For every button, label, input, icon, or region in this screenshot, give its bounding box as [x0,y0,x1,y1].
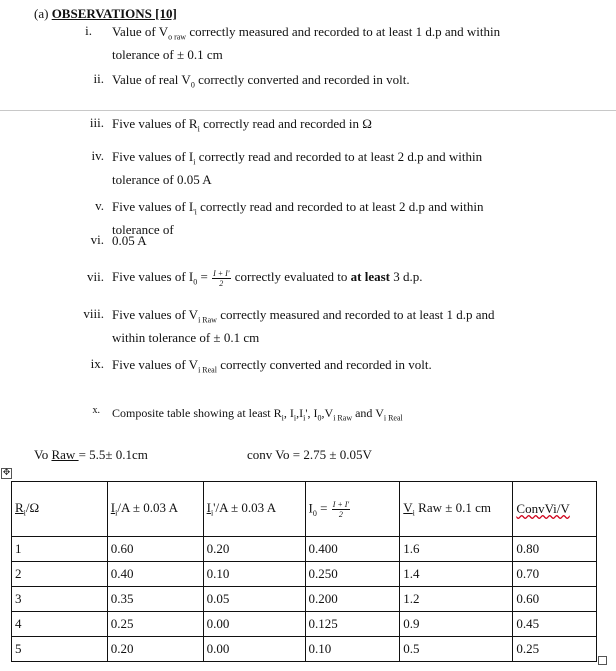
cell-io: 0.10 [305,637,400,662]
vo-raw-line: Vo Raw = 5.5± 0.1cm [34,447,148,462]
item-text: Five values of $V_{i Raw}$ correctly measured and recorded to at least 1 d.p and within tolerance of ± 0.1 cm [112,307,495,345]
item-number: vi. [90,232,104,247]
cell-ri: 2 [12,562,108,587]
cell-io: 0.400 [305,537,400,562]
conv-vo-line: conv Vo = 2.75 ± 0.05V [247,447,372,462]
header-vi: $V_i$ Raw ± 0.1 cm [400,482,513,537]
item-number: x. [92,405,100,416]
item-text: Five values of $I_i$ correctly read and recorded to at least 2 d.p and within tolerance of 0.05 A [112,149,483,187]
table-move-handle-icon[interactable]: ✥ [2,468,11,478]
cell-ri: 5 [12,637,108,662]
item-number: iii. [89,115,104,130]
table-row [12,537,597,562]
table-resize-handle[interactable] [598,656,607,665]
cell-vi: 1.6 [400,537,513,562]
cell-ri: 4 [12,612,108,637]
header-ii: $I_i/A \pm 0.03$ A [107,482,203,537]
cell-iip: 0.00 [203,612,305,637]
item-text: Five values of $V_{i Real}$ correctly converted and recorded in volt. [112,357,432,375]
cell-iip: 0.05 [203,587,305,612]
cell-ii: 0.20 [107,637,203,662]
cell-conv: 0.45 [513,612,597,637]
item-number: viii. [83,306,104,321]
section-label: (a) [34,6,49,21]
item-text: Value of $V_{o raw}$ correctly measured and recorded to at least 1 d.p and within tolerance of ± 0.1 cm [112,24,501,62]
cell-vi: 1.2 [400,587,513,612]
section-title: OBSERVATIONS [10] [51,6,177,21]
item-number: ix. [90,356,104,371]
section-heading [34,6,177,22]
table-row [12,562,597,587]
page-break-line [0,110,616,111]
item-text: Composite table showing at least $R_i$, $I_i,I_i'$, $I_0,V_{i Raw}$ and $V_{i Real}$ [112,406,403,423]
cell-vi: 0.5 [400,637,513,662]
cell-conv: 0.60 [513,587,597,612]
header-io: $I_0$ = $\frac{I + I'}{2}$ [305,482,400,537]
cell-ii: 0.40 [107,562,203,587]
fraction: $\frac{I + I'}{2}$ [213,268,230,288]
table-row [12,612,597,637]
cell-ri: 3 [12,587,108,612]
table-header-row [12,482,597,537]
item-number: i. [85,23,92,38]
item-number: iv. [91,148,104,163]
cell-conv: 0.70 [513,562,597,587]
cell-ii: 0.25 [107,612,203,637]
cell-iip: 0.00 [203,637,305,662]
header-conv: ConvVi/V [513,482,597,537]
cell-iip: 0.10 [203,562,305,587]
observation-table [11,481,597,662]
table-row [12,637,597,662]
cell-conv: 0.25 [513,637,597,662]
item-text: Five values of $I_0$ = $\frac{I + I'}{2}$ correctly evaluated to at least 3 d.p. [112,268,423,288]
cell-conv: 0.80 [513,537,597,562]
cell-io: 0.250 [305,562,400,587]
cell-vi: 0.9 [400,612,513,637]
item-text: Five values of $I_{'i}$ correctly read and recorded to at least 2 d.p and within tolerance of [112,199,484,237]
fraction: $\frac{I + I'}{2}$ [332,499,350,519]
item-number: vii. [87,269,104,284]
item-number: ii. [93,71,104,86]
cell-ii: 0.35 [107,587,203,612]
cell-io: 0.125 [305,612,400,637]
cell-ii: 0.60 [107,537,203,562]
cell-ri: 1 [12,537,108,562]
item-text: Value of real $V_0$ correctly converted and recorded in volt. [112,72,410,90]
item-number: v. [95,198,104,213]
item-text: 0.05 A [112,233,147,248]
header-ri: $R_i/\Omega$ [12,482,108,537]
table-row [12,587,597,612]
item-text: Five values of $R_i$ correctly read and recorded in Ω [112,116,372,134]
cell-vi: 1.4 [400,562,513,587]
header-iip: $I_i'/A \pm 0.03$ A [203,482,305,537]
cell-iip: 0.20 [203,537,305,562]
cell-io: 0.200 [305,587,400,612]
